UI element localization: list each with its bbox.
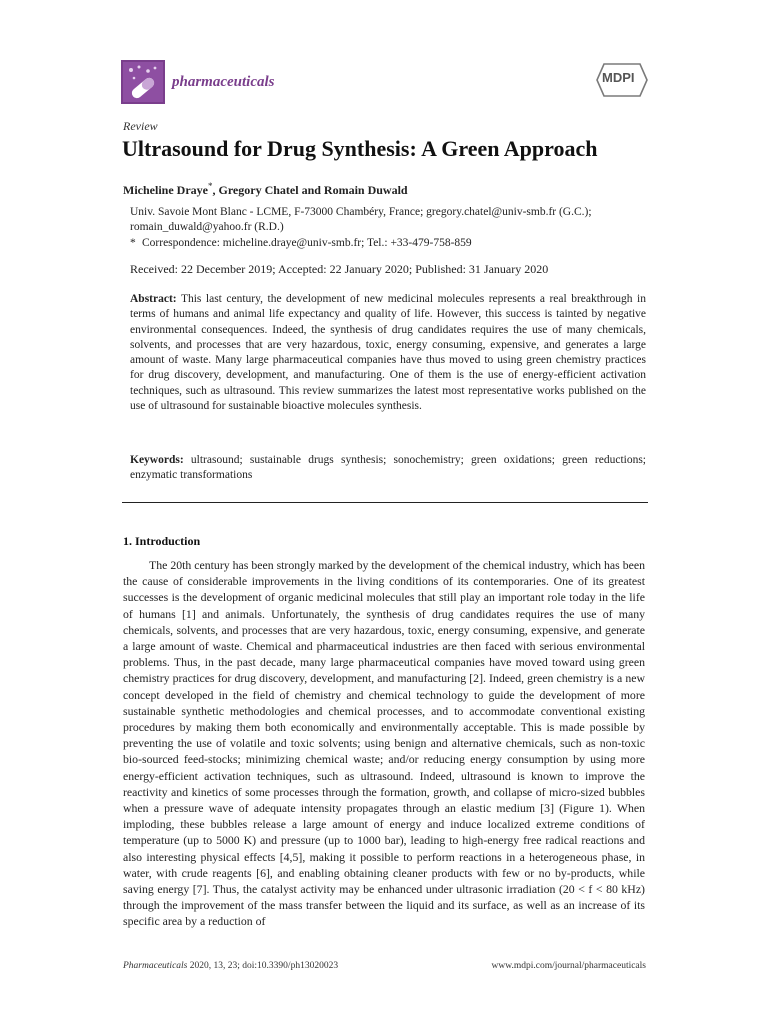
co-authors: , Gregory Chatel and Romain Duwald	[212, 183, 408, 197]
abstract	[130, 292, 646, 414]
publication-dates: Received: 22 December 2019; Accepted: 22 January 2020; Published: 31 January 2020	[130, 262, 549, 276]
section-body: The 20th century has been strongly marked by the development of the chemical industry, which has been the cause of considerable improvements in the living conditions of its contemporaries. One of its greatest successes is the development of organic medicinal molecules that still play an important role today in the life of humans [1] and animals. Unfortunately, the synthesis of drug candidates requires the use of many chemicals, solvents, and processes that are very hazardous, toxic, energy consuming, expensive, and generate a large amount of waste. Chemical and pharmaceutical industries are then faced with serious environmental problems. Thus, in the past decade, many large pharmaceutical companies have moved toward using green chemistry practices for drug discovery, development, and manufacturing [2]. Indeed, green chemistry is a new concept developed in the field of chemistry and chemical technology to guide the development of more sustainable synthetic methodologies and chemical processes, and to accommodate conventional existing procedures by making them both economically and environmentally acceptable. This is made possible by preventing the use of volatile and toxic solvents; using benign and alternative chemicals, such as non-toxic bio-sourced feed-stocks; minimizing chemical waste; and/or reducing energy consumption by using more energy-efficient activation techniques, such as ultrasound. Indeed, ultrasound is known to improve the reactivity and kinetics of some processes through the formation, growth, and collapse of micro-sized bubbles when a pressure wave of adequate intensity propagates through an elastic medium [3] (Figure 1). When imploding, these bubbles release a large amount of energy and induce localized extreme conditions of temperature (up to 5000 K) and pressure (up to 1000 bar), leading to high-energy free radical reactions and also interesting physical effects [4,5], making it possible to perform reactions in a heterogeneous phase, in water, with crude reagents [6], and enabling obtaining cleaner products with few or no by-products, while saving energy [7]. Thus, the catalyst activity may be enhanced under ultrasonic irradiation (20 < f < 80 kHz) through the improvement of the mass transfer between the liquid and its surface, as well as an increase of its specific area by a reduction of	[123, 558, 645, 929]
authors	[123, 181, 408, 198]
journal-logo-icon	[121, 60, 165, 104]
correspondence	[130, 237, 472, 249]
journal-name: pharmaceuticals	[172, 74, 275, 90]
section-heading: 1. Introduction	[123, 534, 201, 548]
footer-url[interactable]: www.mdpi.com/journal/pharmaceuticals	[491, 961, 646, 971]
article-title: Ultrasound for Drug Synthesis: A Green Approach	[122, 136, 598, 161]
first-author: Micheline Draye	[123, 183, 208, 197]
keywords-text: ultrasound; sustainable drugs synthesis; sonochemistry; green oxidations; green reductions; enzymatic transformations	[130, 454, 647, 482]
corresponding-mark: *	[207, 181, 213, 191]
keywords-label: Keywords:	[130, 454, 184, 466]
affiliation-line: Univ. Savoie Mont Blanc - LCME, F-73000 Chambéry, France; gregory.chatel@univ-smb.fr (G.C.);	[130, 206, 592, 218]
footer-citation	[123, 961, 338, 971]
footer-journal: Pharmaceuticals	[123, 961, 188, 971]
abstract-label: Abstract:	[130, 293, 177, 305]
affiliation-line: romain_duwald@yahoo.fr (R.D.)	[130, 221, 284, 233]
keywords	[130, 453, 646, 484]
correspondence-text: Correspondence: micheline.draye@univ-smb.fr; Tel.: +33-479-758-859	[142, 237, 472, 249]
correspondence-mark: *	[130, 237, 136, 249]
publisher-name: MDPI	[602, 70, 635, 85]
abstract-text: This last century, the development of new medicinal molecules represents a real breakthrough in terms of humans and animal life expectancy and quality of life. However, this success is tainted by negative environmental consequences. Indeed, the synthesis of drug candidates requires the use of many chemicals, solvents, and processes that are very hazardous, toxic, energy consuming, expensive, and generates a large amount of waste. Many large pharmaceutical companies have thus moved to using green chemistry practices for drug discovery, development, and manufacturing. One of them is the use of energy-efficient activation techniques, such as ultrasound. This review summarizes the latest most representative works published on the use of ultrasound for sustainable bioactive molecules synthesis.	[130, 293, 646, 413]
footer-doi: 2020, 13, 23; doi:10.3390/ph13020023	[187, 961, 339, 971]
divider	[122, 502, 648, 503]
article-type: Review	[123, 119, 158, 133]
